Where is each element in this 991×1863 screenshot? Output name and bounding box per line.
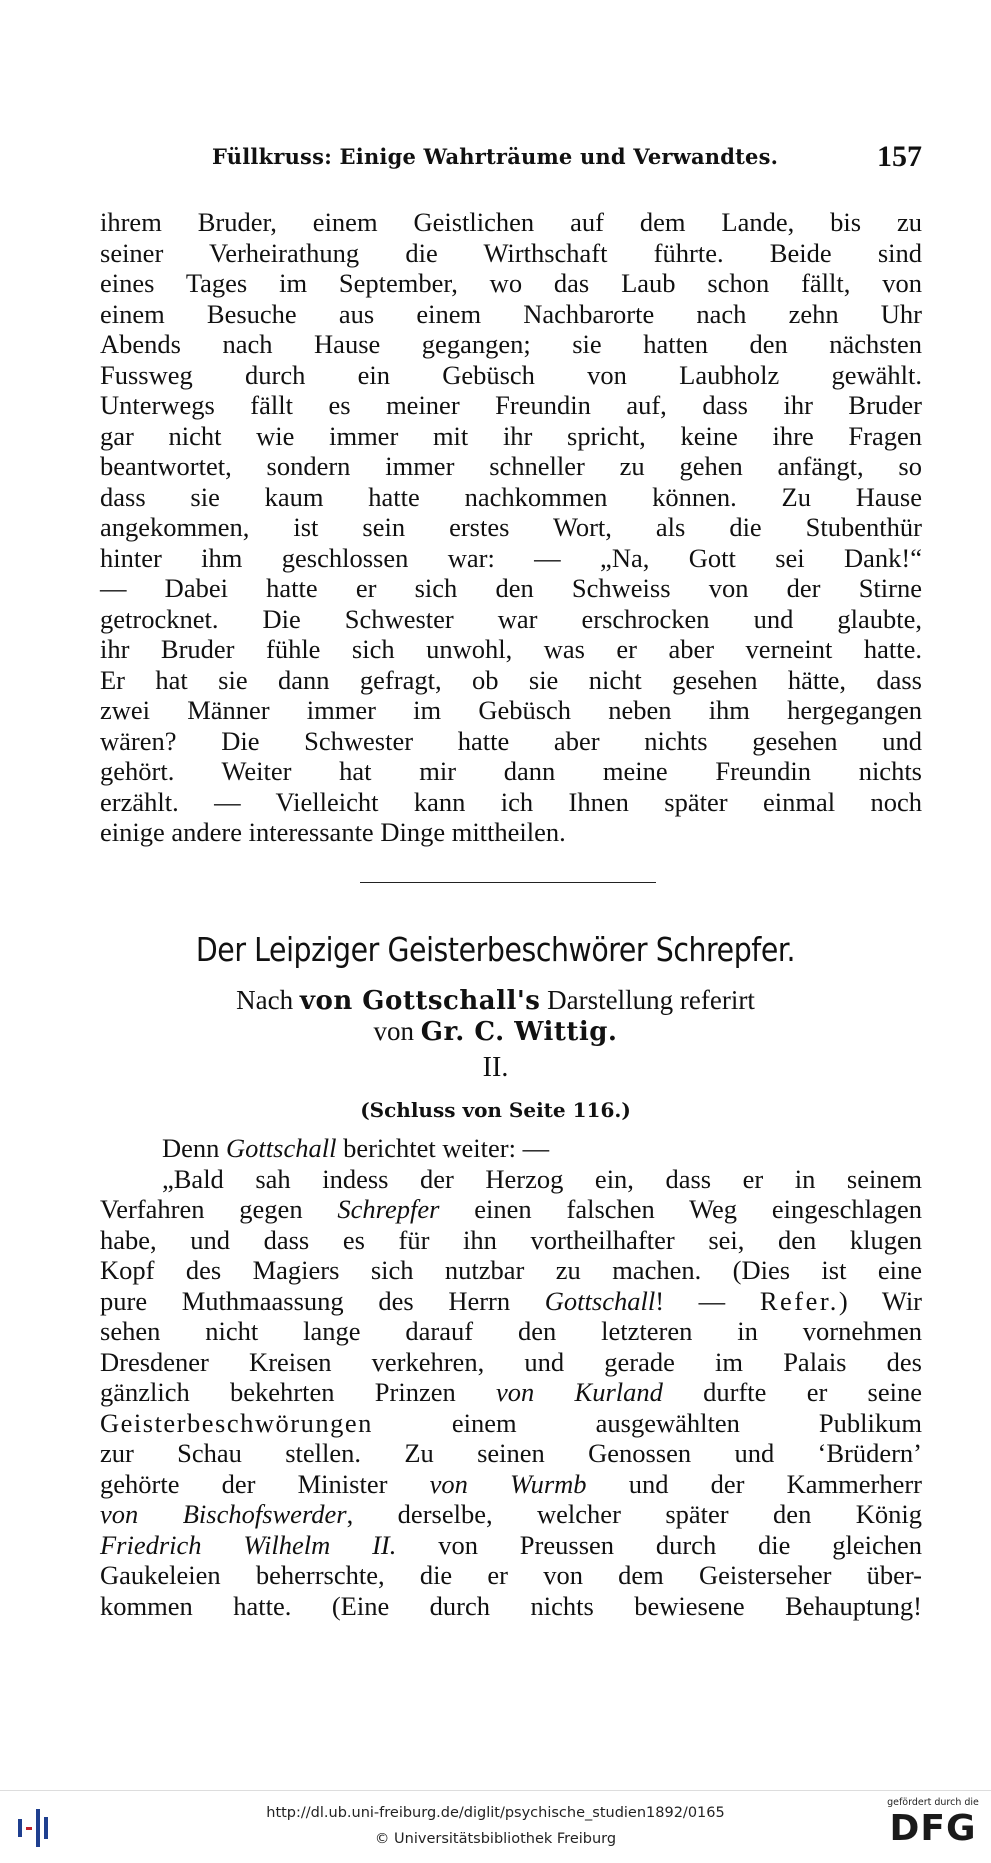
text-line: zwei Männer immer im Gebüsch neben ihm hergegangen (100, 695, 922, 725)
name-bischofswerder: von Bischofswerder (100, 1499, 347, 1529)
subtitle-suffix: Darstellung referirt (547, 985, 755, 1015)
byline-prefix: von (373, 1016, 415, 1046)
text-line: wären? Die Schwester hatte aber nichts gesehen und (100, 725, 922, 756)
text-line: Er hat sie dann gefragt, ob sie nicht gesehen hätte, dass (100, 664, 922, 695)
article-title: Der Leipziger Geisterbeschwörer Schrepfer. (195, 930, 796, 969)
name-gottschall: Gottschall (544, 1285, 656, 1316)
article-subtitle (0, 985, 991, 1016)
text-line: gehörte der Minister von Wurmb und der Kammerherr (100, 1468, 922, 1499)
article-body (100, 1133, 922, 1621)
text-line: Denn Gottschall berichtet weiter: — (162, 1133, 550, 1163)
running-title: Füllkruss: Einige Wahrträume und Verwandtes. (212, 144, 779, 169)
section-number: II. (482, 1052, 509, 1083)
name-schrepfer: Schrepfer (337, 1194, 440, 1224)
name-von-kurland: von Kurland (496, 1377, 663, 1407)
text-line: pure Muthmaassung des Herrn Gottschall! — Refer.) Wir (100, 1285, 922, 1316)
text-line: Gaukeleien beherrschte, die er von dem Geisterseher über- (100, 1560, 922, 1590)
source-author-name: von Gottschall's (299, 986, 541, 1016)
section-divider (360, 882, 656, 883)
text-line: seiner Verheirathung die Wirthschaft führte. Beide sind (100, 237, 922, 268)
page-number: 157 (877, 140, 922, 173)
text-line: Unterwegs fällt es meiner Freundin auf, dass ihr Bruder (100, 390, 922, 420)
spaced-word: Geisterbeschwörungen (100, 1407, 373, 1438)
text-line: Fussweg durch ein Gebüsch von Laubholz gewählt. (100, 359, 922, 390)
name-gottschall: Gottschall (226, 1133, 337, 1163)
text-line: Geisterbeschwörungen einem ausgewählten Publikum (100, 1407, 922, 1438)
text-line: kommen hatte. (Eine durch nichts bewiesene Behauptung! (100, 1590, 922, 1621)
continuation-note: (Schluss von Seite 116.) (360, 1098, 631, 1122)
dfg-wordmark: DFG (889, 1808, 977, 1849)
referee-note: Refer. (759, 1285, 839, 1316)
paragraph-continued (100, 207, 922, 848)
name-von-wurmb: von Wurmb (429, 1468, 587, 1499)
name-friedrich-wilhelm: Friedrich Wilhelm II. (100, 1529, 397, 1560)
running-head (100, 140, 922, 180)
dfg-funding-note: gefördert durch die (887, 1797, 979, 1808)
text-line: dass sie kaum hatte nachkommen können. Zu Hause (100, 481, 922, 512)
dfg-logo (883, 1797, 983, 1859)
text-line: getrocknet. Die Schwester war erschrocken und glaubte, (100, 603, 922, 634)
text-line: eines Tages im September, wo das Laub schon fällt, von (100, 268, 922, 298)
text-line: Abends nach Hause gegangen; sie hatten den nächsten (100, 329, 922, 359)
text-line: ihrem Bruder, einem Geistlichen auf dem Lande, bis zu (100, 207, 922, 237)
text-line: einem Besuche aus einem Nachbarorte nach zehn Uhr (100, 298, 922, 329)
article-byline (0, 1016, 991, 1047)
permalink-url[interactable]: http://dl.ub.uni-freiburg.de/diglit/psychische_studien1892/0165 (266, 1805, 725, 1821)
text-line: beantwortet, sondern immer schneller zu gehen anfängt, so (100, 451, 922, 481)
text-line: — Dabei hatte er sich den Schweiss von der Stirne (100, 573, 922, 603)
text-line-last: einige andere interessante Dinge mittheilen. (100, 817, 566, 847)
copyright-notice: © Universitätsbibliothek Freiburg (374, 1831, 617, 1847)
text-line: zur Schau stellen. Zu seinen Genossen und ‘Brüdern’ (100, 1438, 922, 1468)
text-line: sehen nicht lange darauf den letzteren in vornehmen (100, 1316, 922, 1346)
text-line: „Bald sah indess der Herzog ein, dass er in seinem (162, 1163, 922, 1194)
text-line: erzählt. — Vielleicht kann ich Ihnen später einmal noch (100, 786, 922, 817)
text-line: gehört. Weiter hat mir dann meine Freundin nichts (100, 756, 922, 786)
text-line: Friedrich Wilhelm II. von Preussen durch die gleichen (100, 1529, 923, 1560)
viewer-footer (0, 1790, 991, 1863)
text-line: Verfahren gegen Schrepfer einen falschen Weg eingeschlagen (100, 1194, 922, 1224)
text-line: Dresdener Kreisen verkehren, und gerade im Palais des (100, 1346, 922, 1377)
text-line: gänzlich bekehrten Prinzen von Kurland durfte er seine (100, 1377, 923, 1407)
text-line: Kopf des Magiers sich nutzbar zu machen. (Dies ist eine (100, 1255, 922, 1285)
subtitle-prefix: Nach (236, 985, 294, 1015)
text-line: habe, und dass es für ihn vortheilhafter sei, den klugen (100, 1224, 922, 1255)
text-line: gar nicht wie immer mit ihr spricht, keine ihre Fragen (100, 420, 922, 451)
text-line: hinter ihm geschlossen war: — „Na, Gott sei Dank!“ (100, 542, 922, 573)
text-line: angekommen, ist sein erstes Wort, als die Stubenthür (100, 512, 922, 542)
text-line: ihr Bruder fühle sich unwohl, was er aber verneint hatte. (100, 634, 922, 664)
byline-author-name: Gr. C. Wittig. (420, 1017, 618, 1047)
text-line: von Bischofswerder, derselbe, welcher später den König (100, 1499, 923, 1529)
